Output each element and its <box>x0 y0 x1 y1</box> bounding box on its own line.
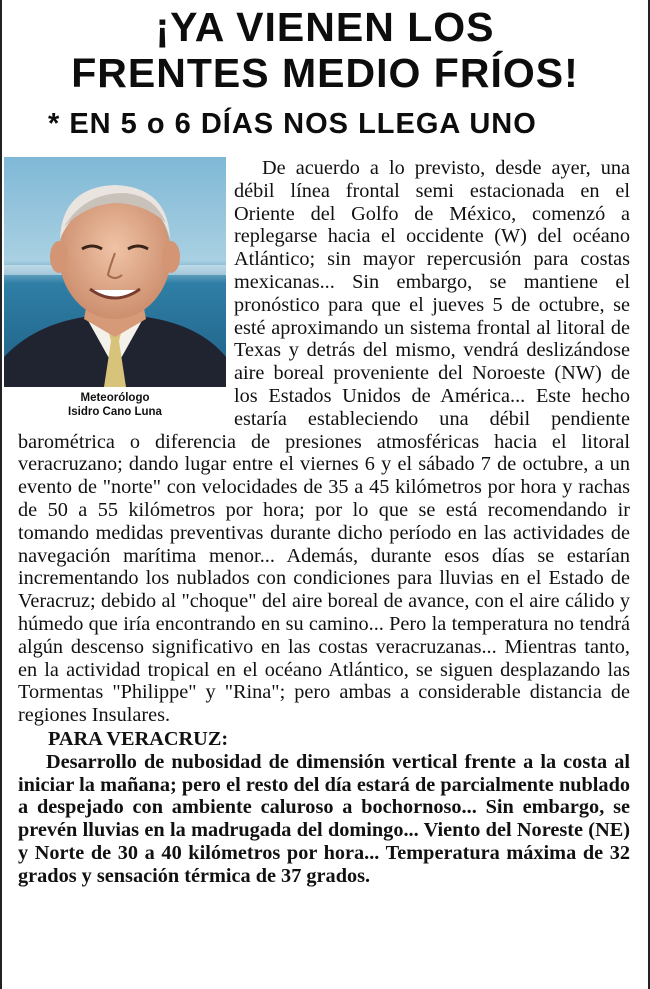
article-body <box>2 140 648 888</box>
author-photo-box <box>4 157 226 419</box>
section-title: PARA VERACRUZ: <box>48 727 229 750</box>
photo-caption <box>4 391 226 419</box>
headline-line-1: ¡YA VIENEN LOS <box>155 4 495 50</box>
forecast-paragraph: Desarrollo de nubosidad de dimensión vertical frente a la costa al iniciar la mañana; pero el resto del día estará de parcialmente nublado a despejado con ambiente caluroso a bochornoso... Sin embargo, se prevén lluvias en la madrugada del domingo... Viento del Noreste (NE) y Norte de 30 a 40 kilómetros por hora... Temperatura máxima de 32 grados y sensación térmica de 37 grados. <box>18 750 630 887</box>
meteorologist-portrait <box>4 157 226 387</box>
headline-line-2: FRENTES MEDIO FRÍOS! <box>71 50 579 96</box>
caption-name: Isidro Cano Luna <box>68 406 162 418</box>
caption-title: Meteorólogo <box>80 392 150 404</box>
article-lead-paragraph: De acuerdo a lo previsto, desde ayer, una débil línea frontal semi estacionada en el Oriente del Golfo de México, comenzó a replegarse hacia el occidente (W) del océano Atlántico; sin mayor repercusión para costas mexicanas... Sin embargo, se mantiene el pronóstico para que el jueves 5 de octubre, se esté aproximando un sistema frontal al litoral de Texas y detrás del mismo, vendrá deslizándose aire boreal proveniente del Noroeste (NW) de los Estados Unidos de América... Este hecho estaría estableciendo una débil pendiente barométrica o diferencia de presiones atmosféricas hacia el litoral veracruzano; dando lugar entre el viernes 6 y el sábado 7 de octubre, a un evento de "norte" con velocidades de 35 a 45 kilómetros por hora y rachas de 50 a 55 kilómetros por hora; por lo que se está recomendando ir tomando medidas preventivas durante dicho período en las actividades de navegación marítima menor... Además, durante esos días se estarían incrementando los nublados con condiciones para lluvias en el Estado de Veracruz; debido al "choque" del aire boreal de avance, con el aire cálido y húmedo que iría encontrando en su camino... Pero la temperatura no tendrá algún descenso significativo en las costas veracruzanas... Mientras tanto, en la actividad tropical en el océano Atlántico, se siguen desplazando las Tormentas "Philippe" y "Rina"; pero ambas a considerable distancia de regiones Insulares. <box>18 157 630 727</box>
headline <box>2 0 648 96</box>
subheadline: * EN 5 o 6 DÍAS NOS LLEGA UNO <box>48 108 537 140</box>
